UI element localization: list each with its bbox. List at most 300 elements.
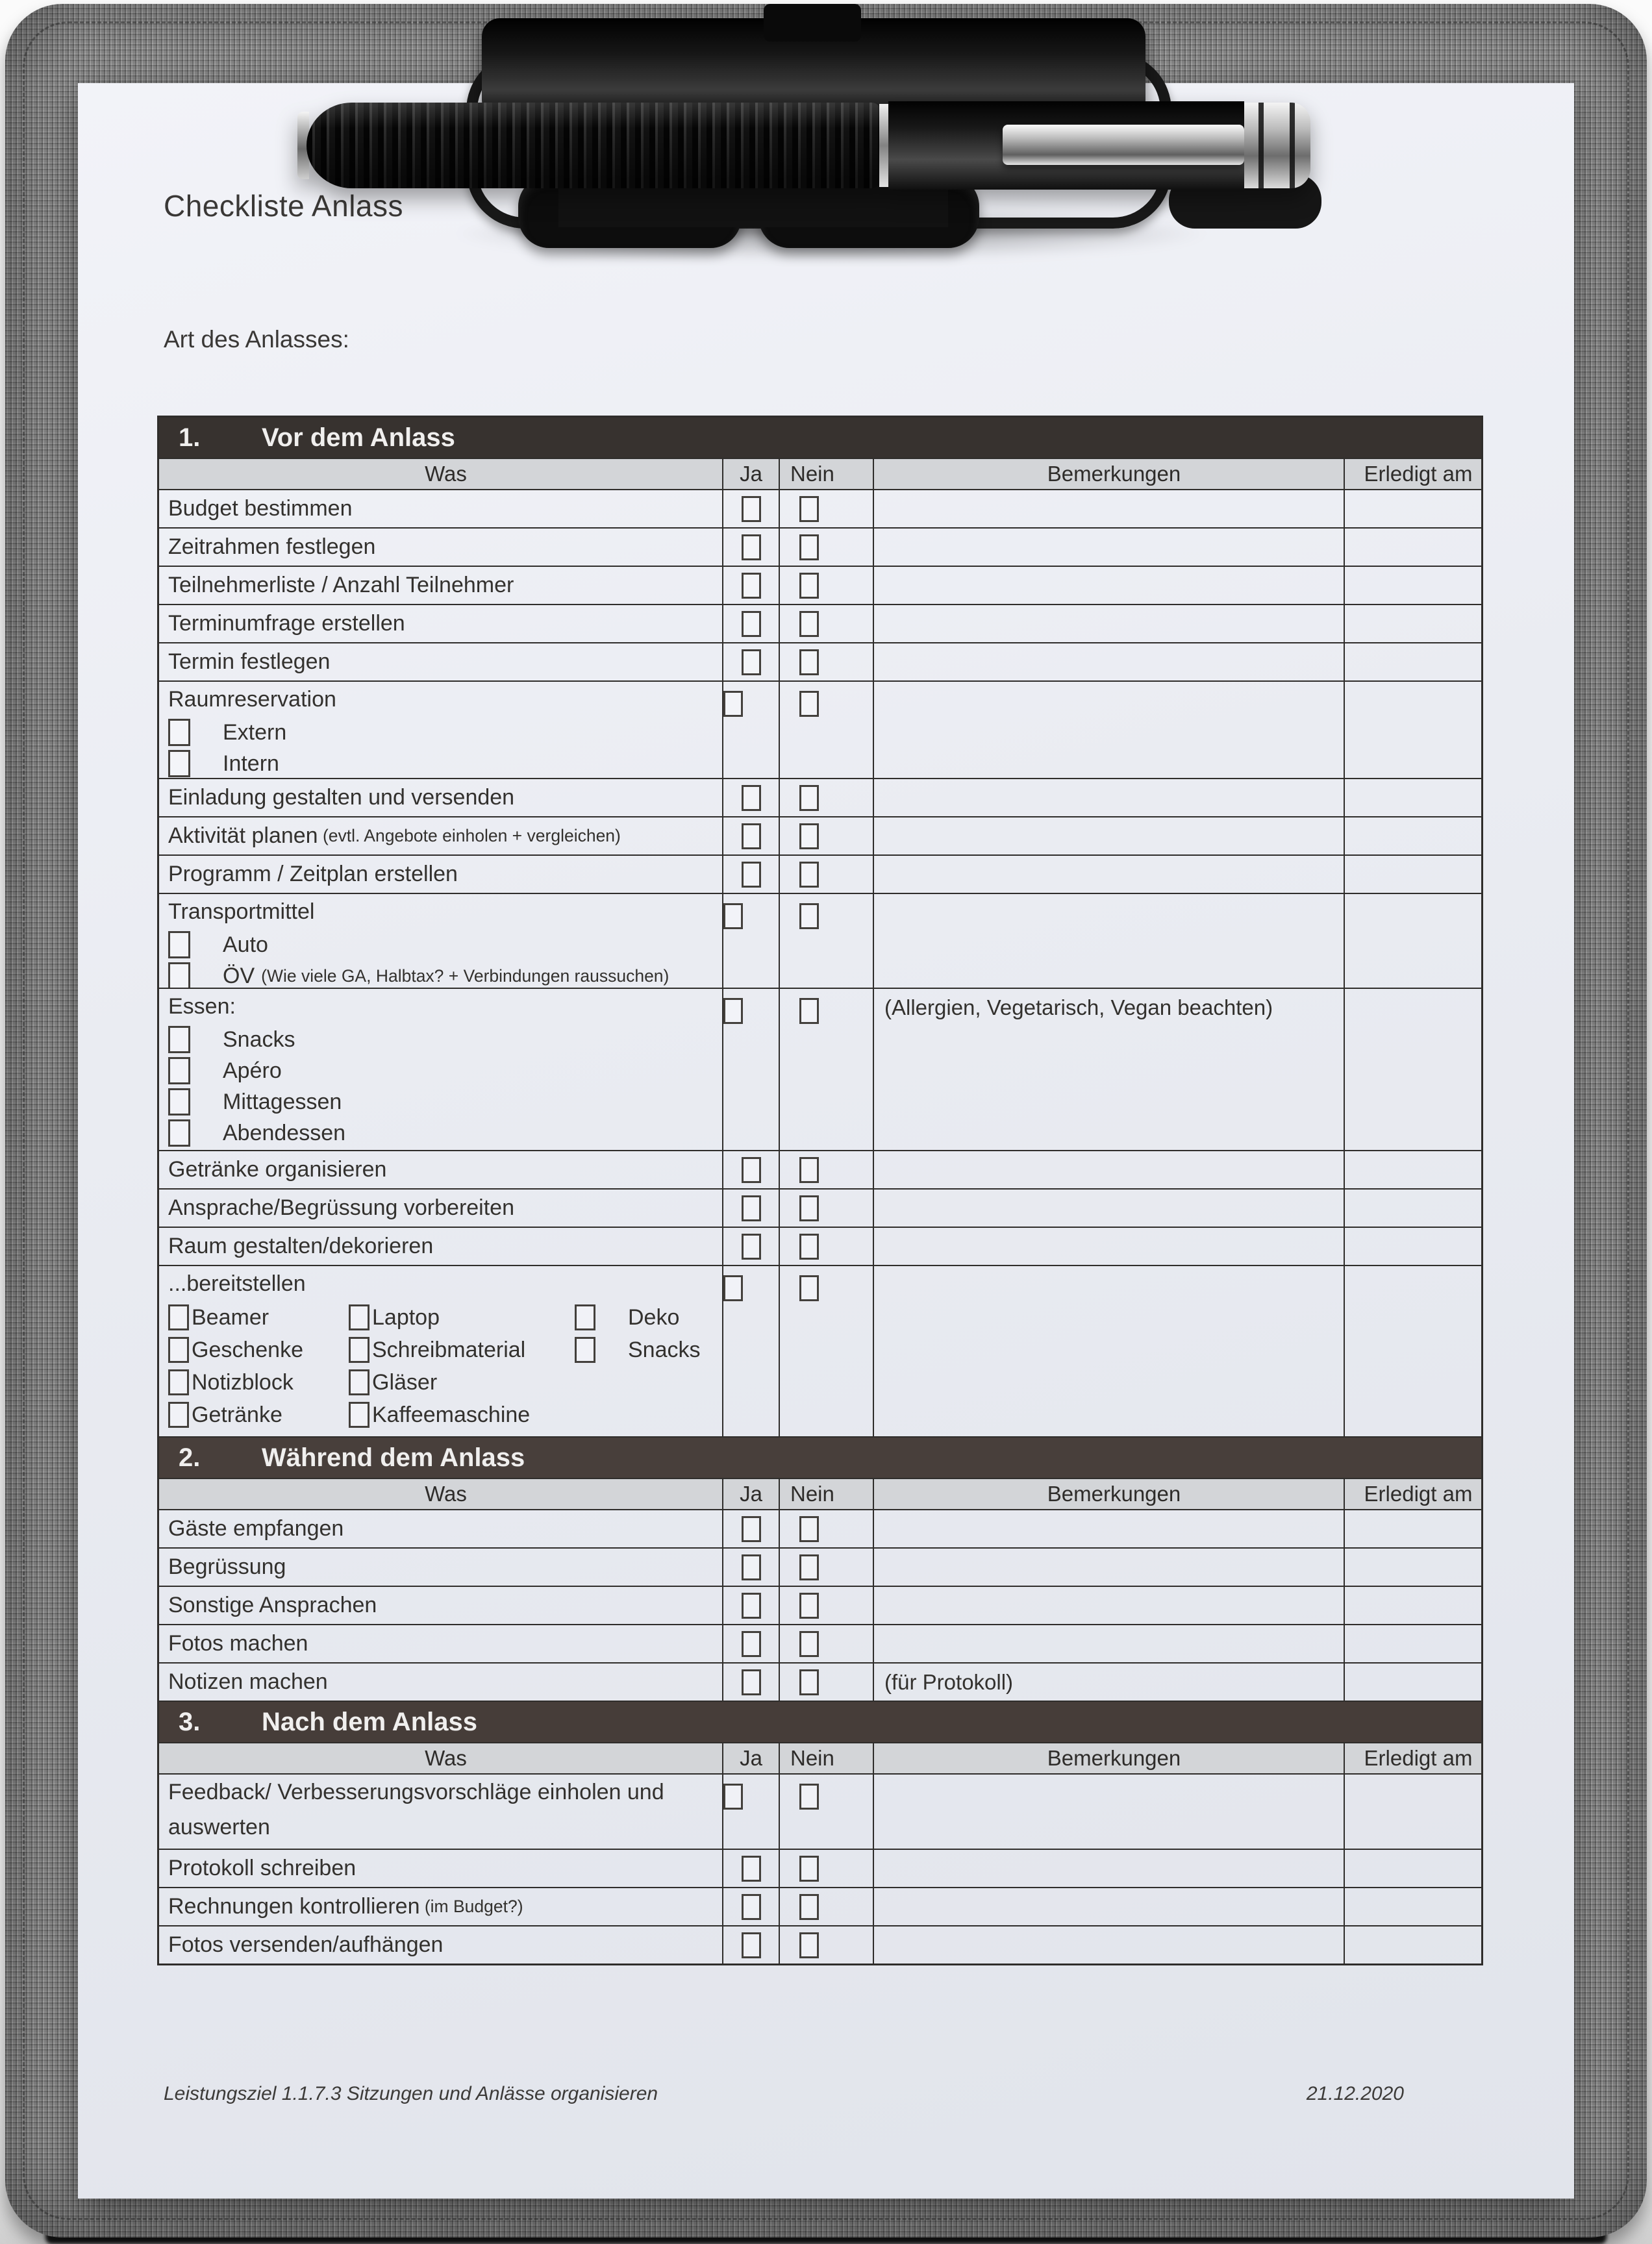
cell-was	[159, 1587, 723, 1624]
cell-ja	[723, 817, 780, 854]
grid-item-checkbox[interactable]	[349, 1304, 369, 1330]
col-header-bemerkungen	[874, 1479, 1345, 1509]
row-label: Rechnungen kontrollieren	[168, 1894, 420, 1919]
cell-was	[159, 1228, 723, 1265]
row-label-line	[159, 1664, 722, 1699]
grid-item-checkbox[interactable]	[349, 1402, 369, 1428]
row-label-line	[159, 1266, 722, 1301]
ja-checkbox[interactable]	[742, 1157, 761, 1183]
footer-learning-goal: Leistungsziel 1.1.7.3 Sitzungen und Anlässe organisieren	[164, 2083, 658, 2104]
row-label: Begrüssung	[168, 1554, 286, 1580]
cell-was	[159, 643, 723, 680]
nein-checkbox[interactable]	[799, 1593, 819, 1619]
row-label-line	[159, 1511, 722, 1546]
sub-item-checkbox[interactable]	[168, 1057, 190, 1084]
grid-item-checkbox[interactable]	[168, 1337, 189, 1363]
sub-item-line	[159, 1055, 722, 1086]
section-title: Nach dem Anlass	[262, 1707, 477, 1736]
col-header-label: Was	[425, 1746, 467, 1770]
cell-ja	[723, 567, 780, 604]
cell-erledigt-am	[1345, 1850, 1481, 1887]
col-header-nein	[780, 1743, 874, 1773]
col-header-nein	[780, 1479, 874, 1509]
row-label-line	[159, 644, 722, 679]
grid-line	[159, 1366, 722, 1399]
col-header-bemerkungen	[874, 459, 1345, 489]
ja-checkbox[interactable]	[742, 573, 761, 599]
nein-checkbox[interactable]	[799, 1234, 819, 1260]
row-label-line	[159, 606, 722, 641]
table-row	[159, 527, 1481, 566]
table-row	[159, 1150, 1481, 1188]
col-header-ja	[723, 1743, 780, 1773]
ja-checkbox[interactable]	[742, 649, 761, 675]
row-label: ...bereitstellen	[168, 1271, 306, 1296]
row-label: Raum gestalten/dekorieren	[168, 1234, 434, 1259]
cell-was	[159, 1510, 723, 1547]
cell-nein	[780, 1228, 874, 1265]
row-label-line	[159, 989, 722, 1024]
ja-checkbox[interactable]	[742, 1631, 761, 1657]
cell-ja	[723, 1587, 780, 1624]
sub-item-checkbox[interactable]	[168, 1088, 190, 1116]
nein-checkbox[interactable]	[799, 534, 819, 560]
cell-nein	[780, 1190, 874, 1227]
nein-checkbox[interactable]	[799, 998, 819, 1024]
ja-checkbox[interactable]	[742, 1932, 761, 1958]
cell-nein	[780, 1587, 874, 1624]
grid-cell	[168, 1337, 349, 1363]
page-footer	[164, 2083, 1404, 2105]
grid-cell	[168, 1402, 349, 1428]
grid-cell	[349, 1402, 575, 1428]
table-row	[159, 1509, 1481, 1547]
table-row	[159, 1227, 1481, 1265]
ja-checkbox[interactable]	[742, 823, 761, 849]
row-label-line	[159, 682, 722, 717]
cell-bemerkungen	[874, 529, 1345, 566]
cell-was	[159, 817, 723, 854]
table-row	[159, 1773, 1481, 1849]
cell-nein	[780, 490, 874, 527]
sub-item-line	[159, 960, 722, 988]
grid-item-label: Gläser	[372, 1369, 438, 1395]
cell-bemerkungen	[874, 490, 1345, 527]
cell-was	[159, 1151, 723, 1188]
cell-bemerkungen	[874, 1850, 1345, 1887]
grid-item-label: Kaffeemaschine	[372, 1402, 531, 1427]
cell-erledigt-am	[1345, 1549, 1481, 1586]
cell-erledigt-am	[1345, 1775, 1481, 1849]
sub-item-line	[159, 1117, 722, 1149]
grid-cell	[168, 1369, 349, 1395]
pen-pocket-clip	[1003, 125, 1244, 165]
ja-checkbox[interactable]	[742, 1593, 761, 1619]
cell-erledigt-am	[1345, 567, 1481, 604]
nein-checkbox[interactable]	[799, 862, 819, 888]
grid-item-label: Notizblock	[192, 1369, 294, 1395]
cell-was	[159, 682, 723, 778]
cell-bemerkungen	[874, 1151, 1345, 1188]
row-label-line	[159, 894, 722, 929]
column-header-row	[159, 458, 1481, 489]
row-label: Terminumfrage erstellen	[168, 611, 405, 636]
col-header-erledigt-am	[1345, 1743, 1481, 1773]
row-label-line	[159, 1851, 722, 1886]
table-row	[159, 1624, 1481, 1662]
cell-nein	[780, 682, 874, 778]
cell-was	[159, 1625, 723, 1662]
sub-item-checkbox[interactable]	[168, 750, 190, 777]
grid-cell	[168, 1304, 349, 1330]
ja-checkbox[interactable]	[723, 903, 743, 929]
row-label: Termin festlegen	[168, 649, 331, 675]
table-row	[159, 1547, 1481, 1586]
cell-ja	[723, 1549, 780, 1586]
footer-date: 21.12.2020	[1306, 2083, 1404, 2104]
cell-was	[159, 1266, 723, 1436]
cell-was	[159, 779, 723, 816]
nein-checkbox[interactable]	[799, 649, 819, 675]
grid-item-label: Schreibmaterial	[372, 1337, 526, 1362]
nein-checkbox[interactable]	[799, 1195, 819, 1221]
nein-checkbox[interactable]	[799, 611, 819, 637]
ja-checkbox[interactable]	[742, 534, 761, 560]
nein-checkbox[interactable]	[799, 496, 819, 522]
cell-was	[159, 1190, 723, 1227]
nein-checkbox[interactable]	[799, 1157, 819, 1183]
cell-erledigt-am	[1345, 605, 1481, 642]
ja-checkbox[interactable]	[742, 1894, 761, 1920]
col-header-label: Nein	[790, 1746, 834, 1770]
cell-nein	[780, 1850, 874, 1887]
table-row	[159, 816, 1481, 854]
row-label-line	[159, 1152, 722, 1187]
nein-checkbox[interactable]	[799, 1669, 819, 1695]
grid-item-checkbox[interactable]	[575, 1304, 595, 1330]
row-label: Fotos versenden/aufhängen	[168, 1932, 444, 1958]
cell-was	[159, 1664, 723, 1701]
cell-ja	[723, 1510, 780, 1547]
ja-checkbox[interactable]	[742, 1554, 761, 1580]
table-row	[159, 604, 1481, 642]
cell-was	[159, 989, 723, 1150]
cell-ja	[723, 1266, 780, 1436]
grid-item-checkbox[interactable]	[168, 1402, 189, 1428]
row-label-small: (evtl. Angebote einholen + vergleichen)	[318, 826, 621, 846]
row-label: Raumreservation	[168, 687, 336, 712]
cell-erledigt-am	[1345, 1888, 1481, 1925]
cell-erledigt-am	[1345, 989, 1481, 1150]
col-header-label: Erledigt am	[1364, 1746, 1473, 1770]
cell-bemerkungen	[874, 1625, 1345, 1662]
row-label-small: (im Budget?)	[419, 1897, 523, 1917]
cell-erledigt-am	[1345, 490, 1481, 527]
grid-item-label: Deko	[628, 1304, 680, 1330]
row-label-line	[159, 818, 722, 853]
sub-item-line	[159, 1086, 722, 1117]
cell-ja	[723, 1228, 780, 1265]
table-row	[159, 1188, 1481, 1227]
ja-checkbox[interactable]	[723, 998, 743, 1024]
sub-item-label-small: (Wie viele GA, Halbtax? + Verbindungen raussuchen)	[261, 966, 670, 986]
cell-was	[159, 894, 723, 988]
section-title: Vor dem Anlass	[262, 423, 455, 452]
grid-line	[159, 1334, 722, 1366]
sub-item-checkbox[interactable]	[168, 1026, 190, 1053]
cell-erledigt-am	[1345, 894, 1481, 988]
clip-hanger-tab	[764, 4, 861, 42]
cell-nein	[780, 1775, 874, 1849]
grid-item-label: Getränke	[192, 1402, 282, 1427]
grid-item-checkbox[interactable]	[575, 1337, 595, 1363]
col-header-label: Ja	[740, 1482, 762, 1506]
cell-ja	[723, 894, 780, 988]
cell-nein	[780, 817, 874, 854]
grid-item-checkbox[interactable]	[349, 1337, 369, 1363]
row-label-line	[159, 1927, 722, 1962]
cell-bemerkungen	[874, 1587, 1345, 1624]
row-label-line	[159, 1228, 722, 1264]
row-label-line	[159, 567, 722, 603]
cell-erledigt-am	[1345, 682, 1481, 778]
col-header-label: Was	[425, 1482, 467, 1506]
table-row	[159, 1662, 1481, 1701]
cell-ja	[723, 1664, 780, 1701]
cell-nein	[780, 856, 874, 893]
table-row	[159, 1265, 1481, 1436]
col-header-label: Was	[425, 462, 467, 486]
nein-checkbox[interactable]	[799, 785, 819, 811]
cell-bemerkungen	[874, 567, 1345, 604]
nein-checkbox[interactable]	[799, 691, 819, 717]
section-header-3	[159, 1701, 1481, 1742]
cell-erledigt-am	[1345, 817, 1481, 854]
col-header-was	[159, 459, 723, 489]
nein-checkbox[interactable]	[799, 573, 819, 599]
cell-was	[159, 490, 723, 527]
col-header-label: Nein	[790, 462, 834, 486]
row-label-line	[159, 1775, 722, 1845]
cell-erledigt-am	[1345, 1266, 1481, 1436]
col-header-label: Bemerkungen	[1047, 1482, 1181, 1506]
table-row	[159, 566, 1481, 604]
table-row	[159, 642, 1481, 680]
clipboard-board	[5, 4, 1647, 2238]
row-label-line	[159, 1626, 722, 1661]
sub-item-label: Apéro	[223, 1058, 282, 1083]
ja-checkbox[interactable]	[723, 1275, 743, 1301]
cell-nein	[780, 1549, 874, 1586]
paper-sheet	[78, 83, 1574, 2199]
ja-checkbox[interactable]	[742, 611, 761, 637]
cell-ja	[723, 529, 780, 566]
cell-bemerkungen	[874, 1228, 1345, 1265]
nein-checkbox[interactable]	[799, 1275, 819, 1301]
ja-checkbox[interactable]	[742, 785, 761, 811]
nein-checkbox[interactable]	[799, 1516, 819, 1542]
cell-bemerkungen	[874, 1888, 1345, 1925]
cell-erledigt-am	[1345, 643, 1481, 680]
cell-ja	[723, 1888, 780, 1925]
row-label: Getränke organisieren	[168, 1157, 387, 1182]
nein-checkbox[interactable]	[799, 1784, 819, 1810]
cell-bemerkungen	[874, 1926, 1345, 1964]
grid-item-checkbox[interactable]	[168, 1304, 189, 1330]
ja-checkbox[interactable]	[723, 691, 743, 717]
nein-checkbox[interactable]	[799, 1932, 819, 1958]
nein-checkbox[interactable]	[799, 823, 819, 849]
event-type-label: Art des Anlasses:	[164, 326, 349, 353]
grid-item-label: Beamer	[192, 1304, 269, 1330]
table-row	[159, 489, 1481, 527]
sub-item-label: Mittagessen	[223, 1089, 342, 1114]
cell-nein	[780, 605, 874, 642]
grid-item-label: Snacks	[628, 1337, 701, 1362]
grid-cell	[349, 1369, 575, 1395]
sub-item-label: Extern	[223, 719, 287, 745]
cell-ja	[723, 490, 780, 527]
ja-checkbox[interactable]	[742, 1195, 761, 1221]
table-row	[159, 1887, 1481, 1925]
row-label: Notizen machen	[168, 1669, 328, 1695]
cell-ja	[723, 1926, 780, 1964]
sub-item-line	[159, 717, 722, 748]
bemerkung-text: (für Protokoll)	[884, 1669, 1014, 1694]
cell-ja	[723, 1850, 780, 1887]
col-header-ja	[723, 459, 780, 489]
ja-checkbox[interactable]	[742, 862, 761, 888]
nein-checkbox[interactable]	[799, 1631, 819, 1657]
sub-item-label: ÖV	[223, 963, 255, 988]
cell-was	[159, 1549, 723, 1586]
grid-item-checkbox[interactable]	[168, 1369, 189, 1395]
pen-ribbed-barrel	[307, 103, 881, 188]
cell-was	[159, 605, 723, 642]
col-header-erledigt-am	[1345, 459, 1481, 489]
grid-line	[159, 1301, 722, 1334]
cell-bemerkungen	[874, 817, 1345, 854]
col-header-nein	[780, 459, 874, 489]
cell-bemerkungen	[874, 779, 1345, 816]
nein-checkbox[interactable]	[799, 1894, 819, 1920]
cell-ja	[723, 643, 780, 680]
table-row	[159, 893, 1481, 988]
cell-bemerkungen	[874, 1664, 1345, 1701]
row-label-line	[159, 491, 722, 526]
sub-item-label: Auto	[223, 932, 268, 957]
grid-cell	[349, 1304, 575, 1330]
cell-nein	[780, 779, 874, 816]
row-label-line	[159, 1889, 722, 1924]
ja-checkbox[interactable]	[742, 496, 761, 522]
cell-ja	[723, 1190, 780, 1227]
cell-nein	[780, 1926, 874, 1964]
cell-nein	[780, 567, 874, 604]
nein-checkbox[interactable]	[799, 1856, 819, 1882]
cell-bemerkungen	[874, 1266, 1345, 1436]
cell-was	[159, 567, 723, 604]
cell-ja	[723, 779, 780, 816]
section-header-2	[159, 1436, 1481, 1478]
row-label-line	[159, 1549, 722, 1584]
table-row	[159, 988, 1481, 1150]
cell-erledigt-am	[1345, 1510, 1481, 1547]
grid-cell	[349, 1337, 575, 1363]
cell-ja	[723, 682, 780, 778]
sub-item-label: Abendessen	[223, 1120, 346, 1145]
col-header-was	[159, 1743, 723, 1773]
ja-checkbox[interactable]	[742, 1856, 761, 1882]
cell-erledigt-am	[1345, 1228, 1481, 1265]
ja-checkbox[interactable]	[742, 1669, 761, 1695]
cell-erledigt-am	[1345, 856, 1481, 893]
cell-erledigt-am	[1345, 1926, 1481, 1964]
col-header-was	[159, 1479, 723, 1509]
cell-bemerkungen	[874, 605, 1345, 642]
section-number: 1.	[179, 423, 201, 452]
cell-erledigt-am	[1345, 529, 1481, 566]
grid-item-checkbox[interactable]	[349, 1369, 369, 1395]
cell-erledigt-am	[1345, 1625, 1481, 1662]
grid-cell	[575, 1337, 701, 1363]
col-header-erledigt-am	[1345, 1479, 1481, 1509]
pen-cap-end	[1244, 103, 1310, 188]
table-row	[159, 680, 1481, 778]
grid-line	[159, 1399, 722, 1431]
col-header-ja	[723, 1479, 780, 1509]
ja-checkbox[interactable]	[723, 1784, 743, 1810]
table-row	[159, 1586, 1481, 1624]
row-label: Einladung gestalten und versenden	[168, 785, 515, 810]
nein-checkbox[interactable]	[799, 903, 819, 929]
cell-nein	[780, 1888, 874, 1925]
sub-item-line	[159, 748, 722, 778]
cell-nein	[780, 1625, 874, 1662]
cell-bemerkungen	[874, 643, 1345, 680]
sub-item-checkbox[interactable]	[168, 719, 190, 746]
grid-cell	[575, 1304, 679, 1330]
row-label: Teilnehmerliste / Anzahl Teilnehmer	[168, 573, 514, 598]
section-number: 2.	[179, 1443, 201, 1472]
row-label: Gäste empfangen	[168, 1516, 344, 1541]
bemerkung-text: (Allergien, Vegetarisch, Vegan beachten)	[884, 995, 1273, 1019]
cell-bemerkungen	[874, 1775, 1345, 1849]
col-header-label: Nein	[790, 1482, 834, 1506]
cell-bemerkungen	[874, 682, 1345, 778]
col-header-label: Ja	[740, 462, 762, 486]
table-row	[159, 1925, 1481, 1964]
sub-item-checkbox[interactable]	[168, 962, 190, 988]
cell-ja	[723, 605, 780, 642]
cell-nein	[780, 1664, 874, 1701]
pen-holder-bar	[558, 184, 948, 227]
sub-item-checkbox[interactable]	[168, 1119, 190, 1147]
ja-checkbox[interactable]	[742, 1516, 761, 1542]
sub-item-label: Snacks	[223, 1027, 295, 1052]
nein-checkbox[interactable]	[799, 1554, 819, 1580]
table-row	[159, 1849, 1481, 1887]
sub-item-line	[159, 1024, 722, 1055]
col-header-label: Erledigt am	[1364, 462, 1473, 486]
section-title: Während dem Anlass	[262, 1443, 525, 1472]
row-label: Essen:	[168, 994, 236, 1019]
sub-item-checkbox[interactable]	[168, 931, 190, 958]
row-label-line	[159, 780, 722, 815]
row-label: Fotos machen	[168, 1631, 308, 1656]
cell-erledigt-am	[1345, 1664, 1481, 1701]
ja-checkbox[interactable]	[742, 1234, 761, 1260]
